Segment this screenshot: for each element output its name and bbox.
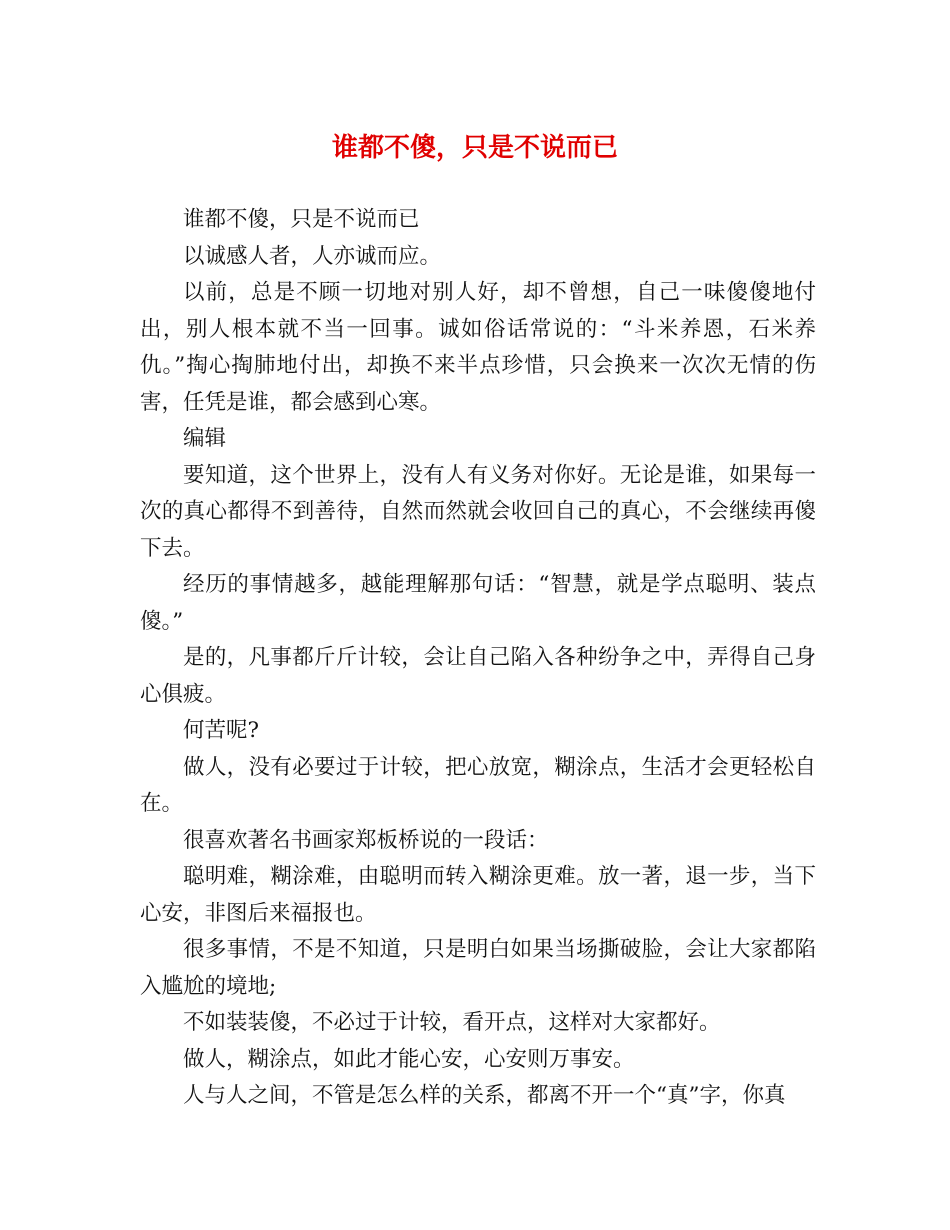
paragraph: 做人，没有必要过于计较，把心放宽，糊涂点，生活才会更轻松自在。	[140, 754, 816, 816]
paragraph: 很多事情，不是不知道，只是明白如果当场撕破脸，会让大家都陷入尴尬的境地;	[140, 937, 816, 999]
paragraph: 以诚感人者，人亦诚而应。	[183, 243, 442, 269]
paragraph: 要知道，这个世界上，没有人有义务对你好。无论是谁，如果每一次的真心都得不到善待，自然而然就会收回自己的真心，不会继续再傻下去。	[140, 462, 816, 561]
paragraph: 做人，糊涂点，如此才能心安，心安则万事安。	[183, 1046, 635, 1072]
document-body	[140, 202, 816, 1115]
paragraph: 编辑	[183, 426, 227, 451]
paragraph: 不如装装傻，不必过于计较，看开点，这样对大家都好。	[183, 1010, 721, 1035]
paragraph: 何苦呢?	[183, 718, 260, 743]
paragraph: 谁都不傻，只是不说而已	[183, 207, 420, 232]
paragraph: 人与人之间，不管是怎么样的关系，都离不开一个“真”字，你真	[183, 1083, 786, 1108]
paragraph: 经历的事情越多，越能理解那句话：“智慧，就是学点聪明、装点傻。”	[140, 572, 816, 634]
paragraph: 以前，总是不顾一切地对别人好，却不曾想，自己一味傻傻地付出，别人根本就不当一回事。诚如俗话常说的：“斗米养恩，石米养仇。”掏心掏肺地付出，却换不来半点珍惜，只会换来一次次无情的伤害，任凭是谁，都会感到心寒。	[140, 280, 816, 415]
paragraph: 很喜欢著名书画家郑板桥说的一段话：	[183, 827, 549, 853]
document-title: 谁都不傻，只是不说而已	[331, 133, 618, 163]
paragraph: 是的，凡事都斤斤计较，会让自己陷入各种纷争之中，弄得自己身心俱疲。	[140, 645, 816, 707]
paragraph: 聪明难，糊涂难，由聪明而转入糊涂更难。放一著，退一步，当下心安，非图后来福报也。	[140, 864, 816, 926]
